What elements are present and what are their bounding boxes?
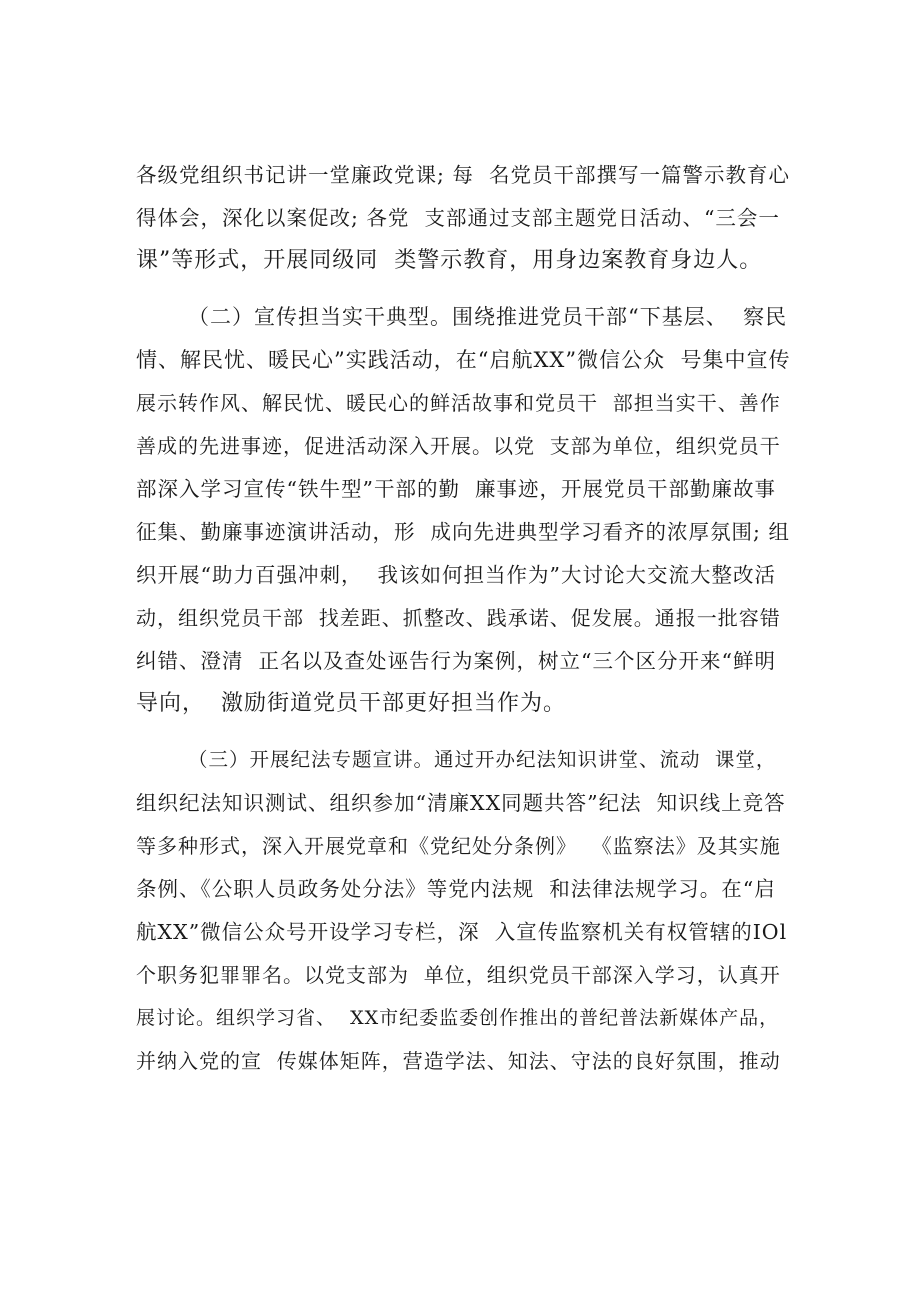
text-line: 部深入学习宣传“铁牛型”干部的勤 廉事迹，开展党员干部勤廉故事 — [136, 477, 776, 501]
text-line: 得体会，深化以案促改; 各党 支部通过支部主题党日活动、“三会一 — [136, 206, 780, 230]
text-line: 纠错、澄清 正名以及查处诬告行为案例，树立“三个区分开来“鲜明 — [136, 649, 776, 673]
section-heading-line: （二）宣传担当实干典型。围绕推进党员干部“下基层、 察民 — [188, 305, 788, 329]
text-line: 课”等形式，开展同级同 类警示教育，用身边案教育身边人。 — [136, 248, 763, 273]
text-line: 并纳入党的宣 传媒体矩阵，营造学法、知法、守法的良好氛围，推动 — [136, 1049, 781, 1073]
text-line: 条例、《公职人员政务处分法》等党内法规 和法律法规学习。在“启 — [136, 877, 776, 901]
section-heading-line: （三）开展纪法专题宣讲。通过开办纪法知识讲堂、流动 课堂， — [188, 748, 777, 771]
text-line: 动，组织党员干部 找差距、抓整改、践承诺、促发展。通报一批容错 — [136, 606, 781, 630]
text-line: 个职务犯罪罪名。以党支部为 单位，组织党员干部深入学习，认真开 — [136, 963, 781, 987]
text-line: 航XX”微信公众号开设学习专栏，深 入宣传监察机关有权管辖的IOl — [136, 920, 788, 944]
text-line: 导向， 激励街道党员干部更好担当作为。 — [136, 691, 566, 716]
text-line: 情、解民忧、暖民心”实践活动，在“启航XX”微信公众 号集中宣传 — [136, 348, 791, 372]
text-line: 织开展“助力百强冲刺， 我该如何担当作为”大讨论大交流大整改活 — [136, 563, 776, 587]
text-line: 各级党组织书记讲一堂廉政党课; 每 名党员干部撰写一篇警示教育心 — [136, 163, 790, 187]
text-line: 等多种形式，深入开展党章和《党纪处分条例》 《监察法》及其实施 — [136, 834, 781, 858]
text-line: 组织纪法知识测试、组织参加“清廉XX同题共答”纪法 知识线上竞答 — [136, 791, 786, 815]
text-line: 征集、勤廉事迹演讲活动，形 成向先进典型学习看齐的浓厚氛围; 组 — [136, 520, 790, 544]
text-line: 展示转作风、解民忧、暖民心的鲜活故事和党员干 部担当实干、善作 — [136, 391, 781, 415]
text-line: 展讨论。组织学习省、 XX市纪委监委创作推出的普纪普法新媒体产品， — [136, 1007, 780, 1029]
text-line: 善成的先进事迹，促进活动深入开展。以党 支部为单位，组织党员干 — [136, 434, 781, 458]
